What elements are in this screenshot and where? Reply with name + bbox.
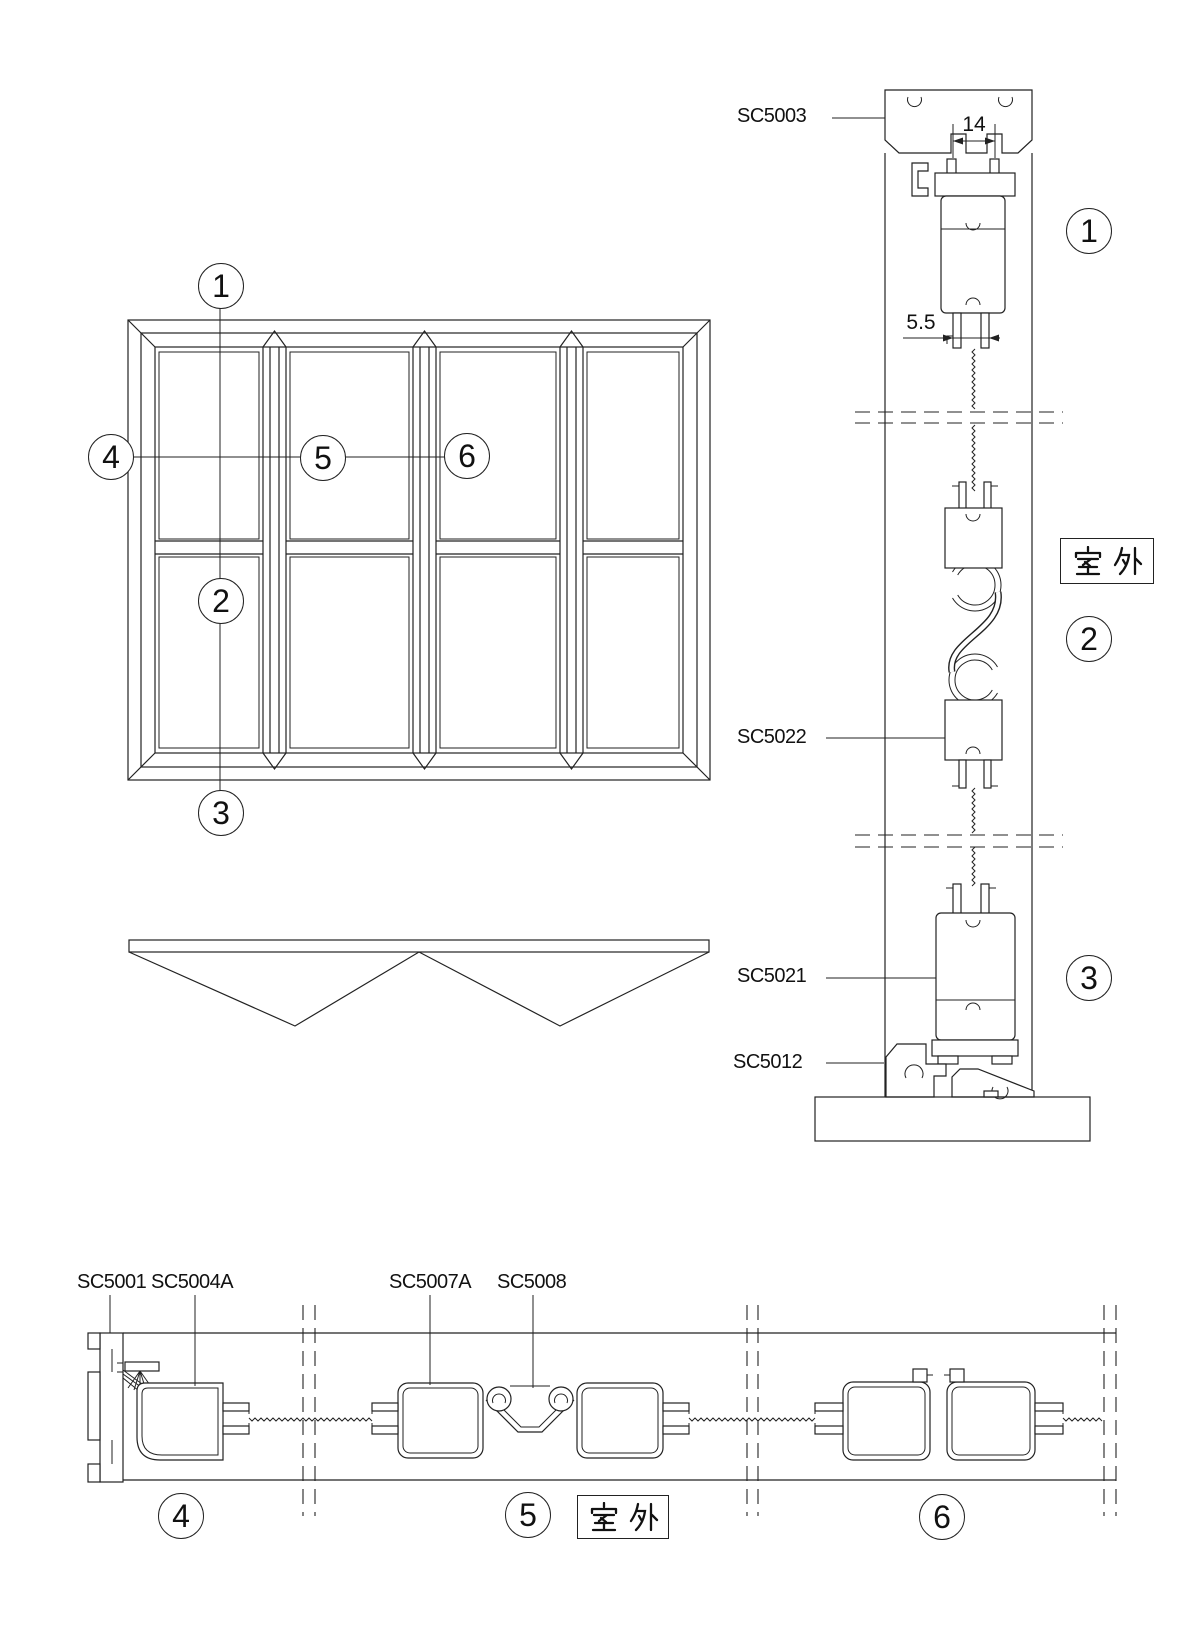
- part-label-sc5008: SC5008: [497, 1271, 567, 1293]
- part-label-sc5022: SC5022: [737, 726, 807, 748]
- callout-elevation-1: 1: [198, 263, 244, 309]
- bottom-sash-profile: [932, 847, 1018, 1064]
- callout-section-5: 5: [505, 1492, 551, 1538]
- outdoor-glyphs: [587, 1502, 659, 1532]
- callout-section-1: 1: [1066, 208, 1112, 254]
- mid-sash-left-profile: [372, 1383, 483, 1458]
- part-label-sc5021: SC5021: [737, 965, 807, 987]
- ground-hatch: [815, 1097, 1090, 1141]
- part-label-sc5007a: SC5007A: [389, 1271, 472, 1293]
- window-frame: [128, 320, 710, 780]
- dimension-14: 14: [962, 113, 986, 136]
- callout-elevation-4: 4: [88, 434, 134, 480]
- meeting-stile-left: [815, 1369, 933, 1460]
- callout-section-6: 6: [919, 1494, 965, 1540]
- callout-elevation-2: 2: [198, 578, 244, 624]
- jamb-profile: [88, 1333, 123, 1482]
- outdoor-glyphs: [1071, 546, 1143, 576]
- s-interlock-profile: [945, 425, 1002, 833]
- part-label-sc5004a: SC5004A: [151, 1271, 234, 1293]
- part-label-leaders-bottom: [110, 1295, 533, 1388]
- callout-elevation-5: 5: [300, 435, 346, 481]
- elevation-view: [128, 307, 710, 791]
- callout-elevation-3: 3: [198, 790, 244, 836]
- edge-sash-profile: [137, 1383, 372, 1460]
- callout-section-4: 4: [158, 1493, 204, 1539]
- callout-section-2: 2: [1066, 616, 1112, 662]
- meeting-stile-right: [944, 1369, 1102, 1460]
- outdoor-label-section: [1060, 538, 1154, 584]
- callout-elevation-6: 6: [444, 433, 490, 479]
- part-label-sc5001: SC5001: [77, 1271, 147, 1293]
- outdoor-label-bottom: [577, 1495, 669, 1539]
- mid-sash-right-profile: [577, 1383, 815, 1458]
- vertical-section: [815, 90, 1090, 1141]
- mid-rail: [155, 541, 683, 554]
- connector-profile: [486, 1386, 574, 1432]
- part-label-sc5003: SC5003: [737, 105, 807, 127]
- callout-section-3: 3: [1066, 955, 1112, 1001]
- mesh-panels: [159, 352, 679, 748]
- horizontal-section: [88, 1295, 1116, 1516]
- plan-view: [129, 940, 709, 1026]
- mullions: [263, 331, 583, 769]
- dimension-5-5: 5.5: [906, 311, 936, 334]
- part-label-sc5012: SC5012: [733, 1051, 803, 1073]
